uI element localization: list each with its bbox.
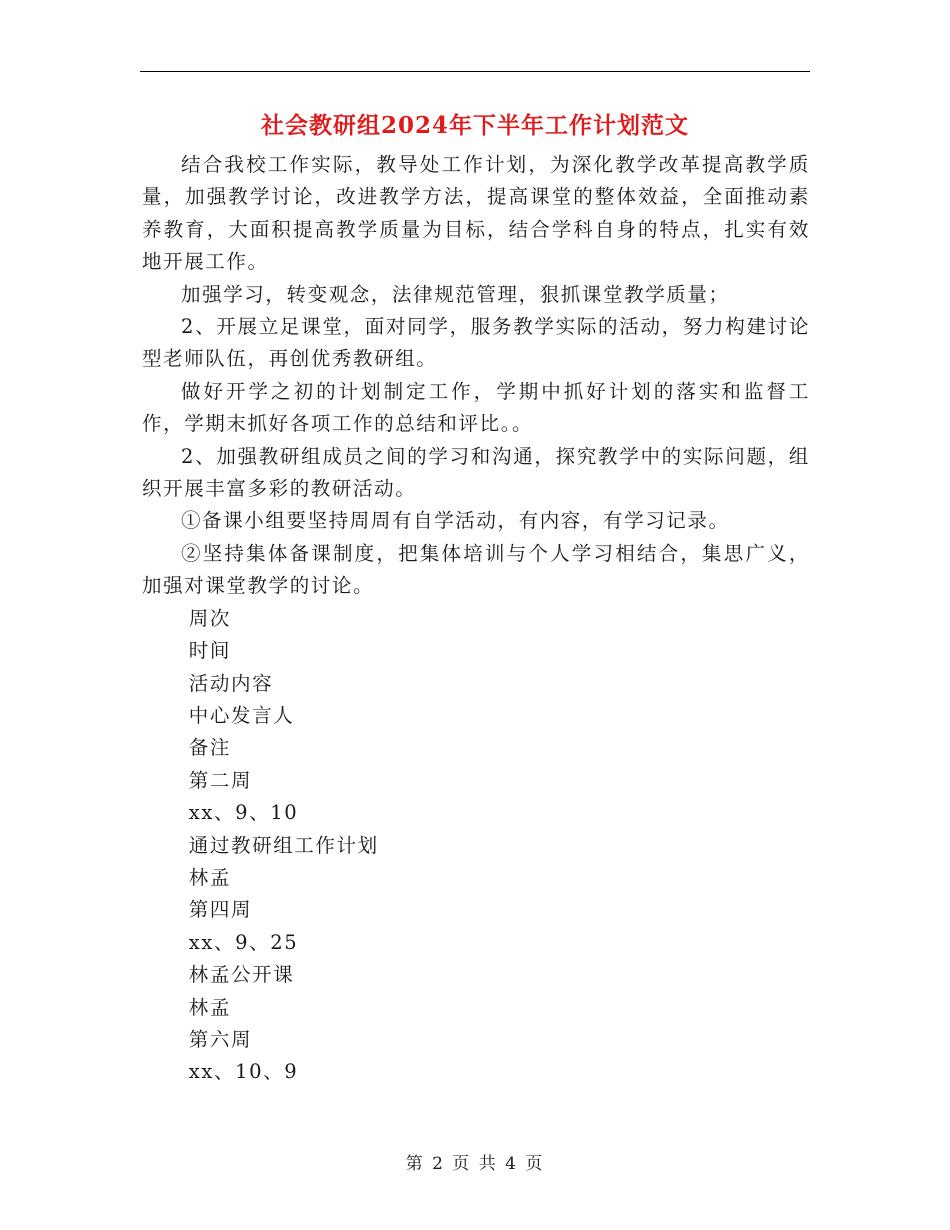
schedule-item: xx、10、9 — [188, 1060, 299, 1084]
schedule-item: 林孟 — [188, 865, 231, 889]
schedule-item: xx、9、10 — [188, 801, 299, 825]
paragraph-classroom: 2、开展立足课堂，面对同学，服务教学实际的活动，努力构建讨论型老师队伍，再创优秀教研组。 — [142, 315, 810, 371]
document-body — [142, 149, 810, 1089]
document-title: 社会教研组2024年下半年工作计划范文 — [260, 112, 689, 139]
page-number: 第 2 页 共 4 页 — [405, 1154, 545, 1174]
header-rule — [140, 71, 810, 72]
schedule-item: 第四周 — [188, 898, 253, 922]
schedule-item: 第二周 — [188, 768, 253, 792]
paragraph-planning: 做好开学之初的计划制定工作，学期中抓好计划的落实和监督工作，学期末抓好各项工作的总结和评比。。 — [142, 379, 810, 436]
schedule-item: 周次 — [188, 606, 231, 630]
paragraph-self-study: ①备课小组要坚持周周有自学活动，有内容，有学习记录。 — [181, 509, 730, 533]
schedule-item: xx、9、25 — [188, 930, 299, 954]
schedule-item: 活动内容 — [188, 671, 274, 695]
schedule-item: 通过教研组工作计划 — [188, 833, 379, 857]
paragraph-collective-prep: ②坚持集体备课制度，把集体培训与个人学习相结合，集思广义，加强对课堂教学的讨论。 — [142, 541, 810, 598]
paragraph-study: 加强学习，转变观念，法律规范管理，狠抓课堂教学质量； — [181, 282, 730, 306]
paragraph-intro: 结合我校工作实际，教导处工作计划，为深化教学改革提高教学质量，加强教学讨论，改进教学方法，提高课堂的整体效益，全面推动素养教育，大面积提高教学质量为目标，结合学科自身的特点，扎实有效地开展工作。 — [142, 153, 810, 274]
schedule-item: 中心发言人 — [188, 703, 295, 727]
schedule-item: 时间 — [188, 639, 231, 663]
schedule-item: 第六周 — [188, 1027, 253, 1051]
schedule-item: 林孟 — [188, 995, 231, 1019]
schedule-item: 备注 — [188, 736, 231, 760]
schedule-item: 林孟公开课 — [188, 963, 295, 987]
paragraph-communication: 2、加强教研组成员之间的学习和沟通，探究教学中的实际问题，组织开展丰富多彩的教研活动。 — [142, 444, 810, 501]
schedule-list — [142, 603, 810, 1089]
